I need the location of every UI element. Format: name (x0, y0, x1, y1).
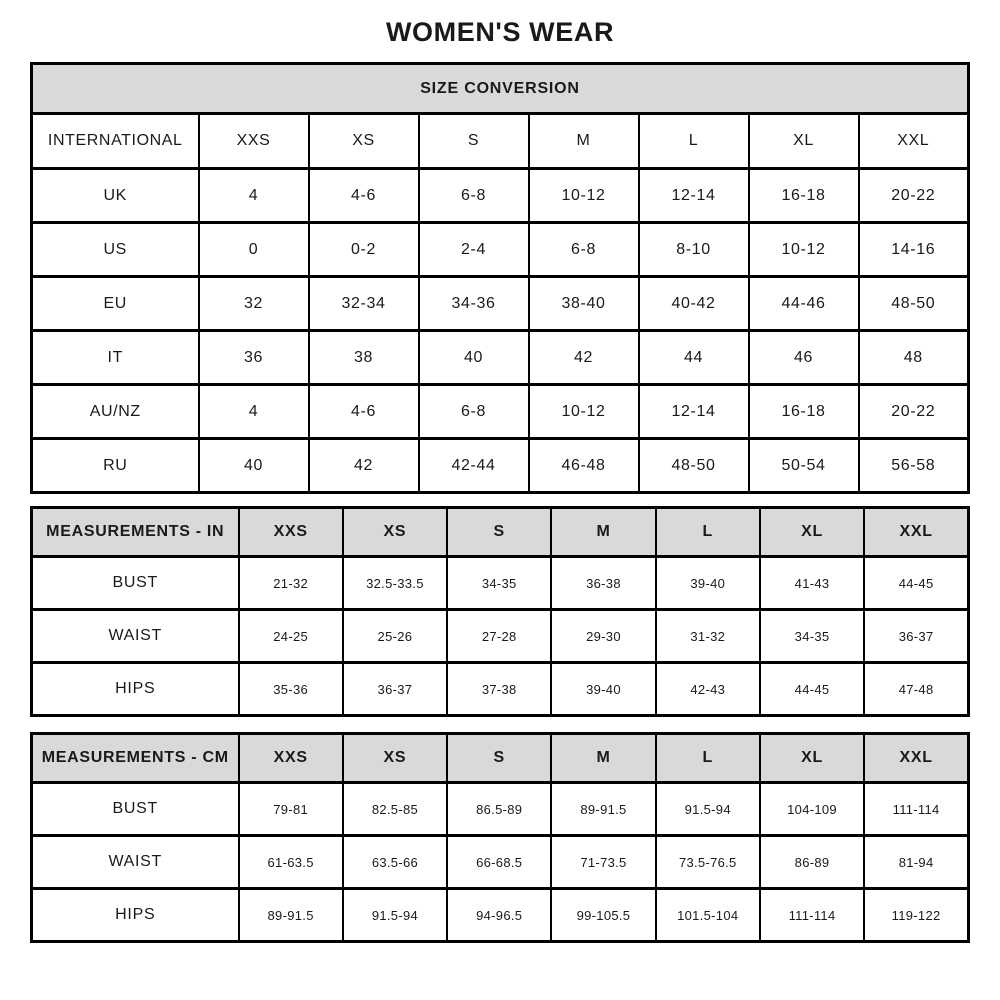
size-value: 12-14 (639, 385, 749, 439)
column-header: XXL (859, 114, 969, 169)
size-value: 34-35 (760, 610, 864, 663)
row-label: US (32, 223, 199, 277)
row-label: AU/NZ (32, 385, 199, 439)
table-row (32, 663, 969, 716)
column-header: XL (749, 114, 859, 169)
column-header: L (639, 114, 749, 169)
size-value: 89-91.5 (551, 783, 655, 836)
size-value: 38-40 (529, 277, 639, 331)
table-row (32, 331, 969, 385)
size-value: 44-45 (760, 663, 864, 716)
size-value: 0 (199, 223, 309, 277)
size-conversion-columns-row (32, 114, 969, 169)
size-value: 36 (199, 331, 309, 385)
size-value: 89-91.5 (239, 889, 343, 942)
column-header: XS (309, 114, 419, 169)
column-header: L (656, 734, 760, 783)
size-value: 56-58 (859, 439, 969, 493)
column-header: XS (343, 734, 447, 783)
column-header: S (447, 734, 551, 783)
size-value: 101.5-104 (656, 889, 760, 942)
size-value: 32 (199, 277, 309, 331)
size-conversion-title-row (32, 64, 969, 114)
column-header: XXL (864, 734, 968, 783)
column-header: L (656, 508, 760, 557)
size-value: 24-25 (239, 610, 343, 663)
table-row (32, 557, 969, 610)
size-value: 34-35 (447, 557, 551, 610)
size-value: 6-8 (529, 223, 639, 277)
column-header: M (551, 734, 655, 783)
size-value: 41-43 (760, 557, 864, 610)
column-header: M (529, 114, 639, 169)
size-value: 48 (859, 331, 969, 385)
size-value: 16-18 (749, 169, 859, 223)
row-label: WAIST (32, 610, 239, 663)
column-header: XL (760, 508, 864, 557)
size-conversion-title: SIZE CONVERSION (32, 64, 969, 114)
size-value: 42 (529, 331, 639, 385)
size-value: 86.5-89 (447, 783, 551, 836)
size-value: 79-81 (239, 783, 343, 836)
size-value: 44-45 (864, 557, 968, 610)
size-value: 29-30 (551, 610, 655, 663)
size-value: 36-37 (864, 610, 968, 663)
size-value: 4 (199, 169, 309, 223)
size-value: 38 (309, 331, 419, 385)
column-header: XL (760, 734, 864, 783)
size-value: 81-94 (864, 836, 968, 889)
column-header: M (551, 508, 655, 557)
size-value: 99-105.5 (551, 889, 655, 942)
row-label: HIPS (32, 889, 239, 942)
column-header: XXS (239, 508, 343, 557)
size-value: 8-10 (639, 223, 749, 277)
table-row (32, 836, 969, 889)
size-value: 25-26 (343, 610, 447, 663)
size-value: 46-48 (529, 439, 639, 493)
size-value: 4-6 (309, 169, 419, 223)
size-value: 82.5-85 (343, 783, 447, 836)
size-value: 4 (199, 385, 309, 439)
size-value: 48-50 (859, 277, 969, 331)
size-value: 66-68.5 (447, 836, 551, 889)
size-value: 12-14 (639, 169, 749, 223)
size-value: 37-38 (447, 663, 551, 716)
measurements-in-header-row (32, 508, 969, 557)
size-value: 94-96.5 (447, 889, 551, 942)
size-value: 42-43 (656, 663, 760, 716)
size-value: 42-44 (419, 439, 529, 493)
column-header: INTERNATIONAL (32, 114, 199, 169)
row-label: HIPS (32, 663, 239, 716)
row-label: WAIST (32, 836, 239, 889)
size-value: 10-12 (749, 223, 859, 277)
row-label: RU (32, 439, 199, 493)
measurements-cm-header: MEASUREMENTS - CM (32, 734, 239, 783)
size-value: 71-73.5 (551, 836, 655, 889)
table-row (32, 169, 969, 223)
size-value: 44-46 (749, 277, 859, 331)
size-value: 35-36 (239, 663, 343, 716)
size-value: 10-12 (529, 385, 639, 439)
table-row (32, 439, 969, 493)
size-value: 61-63.5 (239, 836, 343, 889)
table-row (32, 610, 969, 663)
size-value: 104-109 (760, 783, 864, 836)
size-value: 91.5-94 (656, 783, 760, 836)
size-value: 40-42 (639, 277, 749, 331)
size-value: 111-114 (760, 889, 864, 942)
size-conversion-table (30, 62, 970, 494)
size-value: 16-18 (749, 385, 859, 439)
row-label: IT (32, 331, 199, 385)
page-title: WOMEN'S WEAR (385, 17, 615, 47)
size-value: 119-122 (864, 889, 968, 942)
size-value: 32.5-33.5 (343, 557, 447, 610)
size-value: 91.5-94 (343, 889, 447, 942)
measurements-cm-table (30, 732, 970, 943)
size-value: 32-34 (309, 277, 419, 331)
column-header: XS (343, 508, 447, 557)
row-label: EU (32, 277, 199, 331)
size-value: 39-40 (656, 557, 760, 610)
size-value: 2-4 (419, 223, 529, 277)
table-row (32, 385, 969, 439)
row-label: BUST (32, 783, 239, 836)
table-row (32, 277, 969, 331)
size-value: 47-48 (864, 663, 968, 716)
column-header: XXS (199, 114, 309, 169)
row-label: UK (32, 169, 199, 223)
column-header: XXL (864, 508, 968, 557)
size-value: 10-12 (529, 169, 639, 223)
size-value: 6-8 (419, 169, 529, 223)
column-header: S (447, 508, 551, 557)
table-row (32, 889, 969, 942)
size-value: 42 (309, 439, 419, 493)
size-value: 44 (639, 331, 749, 385)
size-value: 6-8 (419, 385, 529, 439)
row-label: BUST (32, 557, 239, 610)
size-value: 14-16 (859, 223, 969, 277)
size-value: 4-6 (309, 385, 419, 439)
measurements-in-table (30, 506, 970, 717)
size-value: 50-54 (749, 439, 859, 493)
table-row (32, 783, 969, 836)
size-value: 73.5-76.5 (656, 836, 760, 889)
size-value: 63.5-66 (343, 836, 447, 889)
size-value: 36-38 (551, 557, 655, 610)
table-row (32, 223, 969, 277)
size-value: 86-89 (760, 836, 864, 889)
size-value: 46 (749, 331, 859, 385)
size-value: 31-32 (656, 610, 760, 663)
size-value: 20-22 (859, 169, 969, 223)
size-value: 21-32 (239, 557, 343, 610)
size-value: 0-2 (309, 223, 419, 277)
size-value: 36-37 (343, 663, 447, 716)
column-header: XXS (239, 734, 343, 783)
size-value: 48-50 (639, 439, 749, 493)
size-value: 34-36 (419, 277, 529, 331)
column-header: S (419, 114, 529, 169)
size-value: 111-114 (864, 783, 968, 836)
size-value: 20-22 (859, 385, 969, 439)
size-value: 39-40 (551, 663, 655, 716)
size-value: 27-28 (447, 610, 551, 663)
measurements-cm-header-row (32, 734, 969, 783)
measurements-in-header: MEASUREMENTS - IN (32, 508, 239, 557)
size-value: 40 (199, 439, 309, 493)
size-value: 40 (419, 331, 529, 385)
